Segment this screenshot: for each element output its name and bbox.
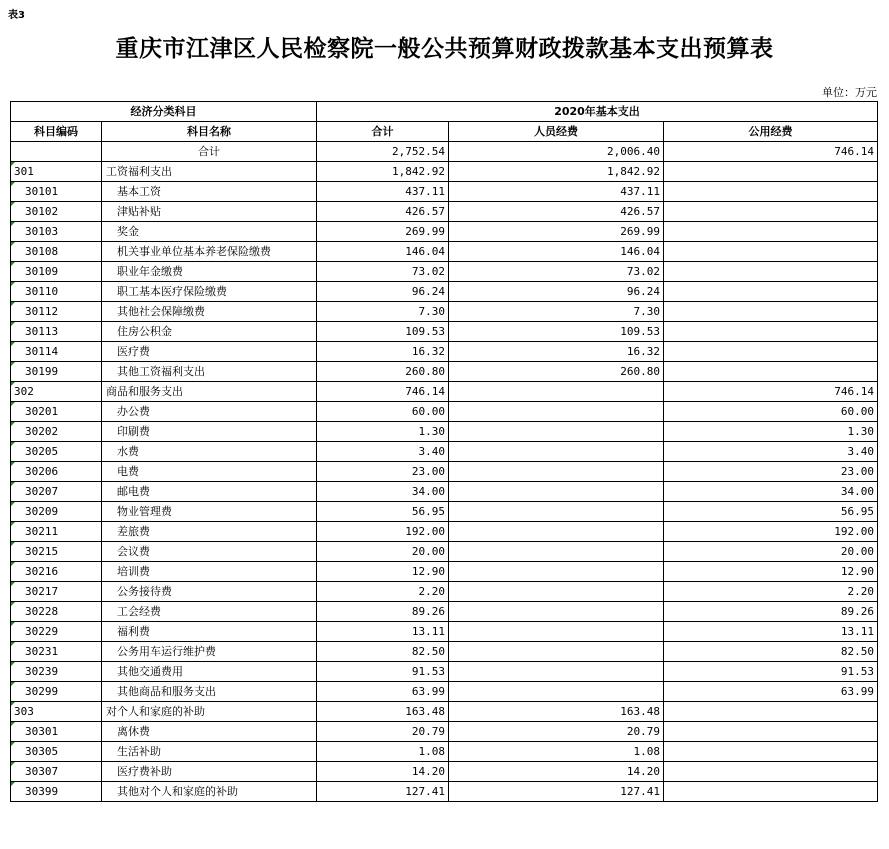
code-cell: 30211 [11,522,102,542]
code-cell: 30299 [11,682,102,702]
code-cell: 303 [11,702,102,722]
code-cell: 30109 [11,262,102,282]
name-cell: 其他工资福利支出 [102,362,317,382]
table-header [11,102,878,142]
code-cell: 30239 [11,662,102,682]
name-cell: 电费 [102,462,317,482]
public-cell [664,782,878,802]
public-cell: 63.99 [664,682,878,702]
name-cell: 离休费 [102,722,317,742]
code-cell: 30102 [11,202,102,222]
table-row [11,362,878,382]
total-row [11,142,878,162]
code-cell: 30399 [11,782,102,802]
personnel-cell: 16.32 [449,342,664,362]
header-group-row [11,102,878,122]
code-cell: 30231 [11,642,102,662]
code-cell: 30114 [11,342,102,362]
header-name: 科目名称 [102,122,317,142]
personnel-cell: 20.79 [449,722,664,742]
name-cell: 其他对个人和家庭的补助 [102,782,317,802]
public-cell: 12.90 [664,562,878,582]
total-cell: 91.53 [317,662,449,682]
total-cell: 89.26 [317,602,449,622]
total-cell: 746.14 [317,382,449,402]
header-public: 公用经费 [664,122,878,142]
table-row [11,462,878,482]
code-cell: 30307 [11,762,102,782]
name-cell: 公务接待费 [102,582,317,602]
personnel-cell: 73.02 [449,262,664,282]
code-cell: 301 [11,162,102,182]
code-cell: 30113 [11,322,102,342]
personnel-cell: 426.57 [449,202,664,222]
code-cell: 30207 [11,482,102,502]
name-cell: 对个人和家庭的补助 [102,702,317,722]
table-row [11,402,878,422]
table-row [11,482,878,502]
name-cell: 住房公积金 [102,322,317,342]
total-cell: 109.53 [317,322,449,342]
total-cell: 1.30 [317,422,449,442]
personnel-cell: 437.11 [449,182,664,202]
name-cell: 会议费 [102,542,317,562]
code-cell: 30217 [11,582,102,602]
personnel-cell [449,482,664,502]
personnel-cell: 127.41 [449,782,664,802]
public-cell [664,282,878,302]
table-row [11,722,878,742]
personnel-cell [449,562,664,582]
personnel-cell [449,582,664,602]
total-cell: 426.57 [317,202,449,222]
total-cell: 20.79 [317,722,449,742]
public-cell [664,302,878,322]
table-row [11,622,878,642]
personnel-cell: 260.80 [449,362,664,382]
table-row [11,542,878,562]
table-number: 表3 [8,10,25,21]
personnel-cell: 7.30 [449,302,664,322]
table-row [11,282,878,302]
total-total-cell: 2,752.54 [317,142,449,162]
category-row [11,162,878,182]
public-cell: 3.40 [664,442,878,462]
public-cell [664,762,878,782]
public-cell: 82.50 [664,642,878,662]
unit-label: 单位：万元 [822,86,877,99]
total-cell: 60.00 [317,402,449,422]
table-row [11,602,878,622]
table-row [11,242,878,262]
code-cell: 30305 [11,742,102,762]
total-cell: 192.00 [317,522,449,542]
code-cell: 30110 [11,282,102,302]
name-cell: 医疗费补助 [102,762,317,782]
code-cell: 30199 [11,362,102,382]
table-row [11,762,878,782]
public-cell: 192.00 [664,522,878,542]
total-cell: 20.00 [317,542,449,562]
public-cell [664,242,878,262]
name-cell: 职工基本医疗保险缴费 [102,282,317,302]
total-cell: 269.99 [317,222,449,242]
total-cell: 16.32 [317,342,449,362]
total-name-cell: 合计 [102,142,317,162]
name-cell: 物业管理费 [102,502,317,522]
name-cell: 办公费 [102,402,317,422]
category-row [11,702,878,722]
name-cell: 公务用车运行维护费 [102,642,317,662]
name-cell: 医疗费 [102,342,317,362]
personnel-cell: 96.24 [449,282,664,302]
code-cell: 30206 [11,462,102,482]
public-cell: 60.00 [664,402,878,422]
code-cell: 30103 [11,222,102,242]
personnel-cell [449,442,664,462]
total-cell: 73.02 [317,262,449,282]
table-row [11,262,878,282]
document-title: 重庆市江津区人民检察院一般公共预算财政拨款基本支出预算表 [115,35,774,62]
name-cell: 商品和服务支出 [102,382,317,402]
public-cell: 20.00 [664,542,878,562]
total-cell: 23.00 [317,462,449,482]
total-cell: 146.04 [317,242,449,262]
name-cell: 水费 [102,442,317,462]
name-cell: 奖金 [102,222,317,242]
public-cell [664,202,878,222]
personnel-cell [449,502,664,522]
name-cell: 机关事业单位基本养老保险缴费 [102,242,317,262]
category-row [11,382,878,402]
name-cell: 培训费 [102,562,317,582]
personnel-cell [449,422,664,442]
table-row [11,522,878,542]
public-cell [664,342,878,362]
total-cell: 1,842.92 [317,162,449,182]
public-cell [664,322,878,342]
name-cell: 其他社会保障缴费 [102,302,317,322]
table-row [11,442,878,462]
name-cell: 其他交通费用 [102,662,317,682]
table-row [11,302,878,322]
personnel-cell [449,462,664,482]
code-cell: 30301 [11,722,102,742]
total-cell: 437.11 [317,182,449,202]
name-cell: 其他商品和服务支出 [102,682,317,702]
public-cell: 89.26 [664,602,878,622]
personnel-cell [449,622,664,642]
table-row [11,582,878,602]
total-cell: 63.99 [317,682,449,702]
total-cell: 2.20 [317,582,449,602]
total-cell: 163.48 [317,702,449,722]
name-cell: 福利费 [102,622,317,642]
total-cell: 12.90 [317,562,449,582]
name-cell: 津贴补贴 [102,202,317,222]
public-cell: 2.20 [664,582,878,602]
table-row [11,742,878,762]
code-cell: 302 [11,382,102,402]
personnel-cell [449,522,664,542]
table-row [11,662,878,682]
total-cell: 13.11 [317,622,449,642]
public-cell [664,162,878,182]
table-row [11,782,878,802]
total-cell: 14.20 [317,762,449,782]
public-cell: 23.00 [664,462,878,482]
total-cell: 34.00 [317,482,449,502]
code-cell: 30209 [11,502,102,522]
header-column-row [11,122,878,142]
public-cell [664,742,878,762]
personnel-cell: 269.99 [449,222,664,242]
table-row [11,682,878,702]
public-cell [664,182,878,202]
name-cell: 工会经费 [102,602,317,622]
code-cell: 30205 [11,442,102,462]
total-cell: 3.40 [317,442,449,462]
header-basic-expenditure: 2020年基本支出 [317,102,878,122]
personnel-cell: 163.48 [449,702,664,722]
total-code-cell [11,142,102,162]
public-cell [664,262,878,282]
total-cell: 127.41 [317,782,449,802]
total-cell: 56.95 [317,502,449,522]
table-row [11,562,878,582]
total-personnel-cell: 2,006.40 [449,142,664,162]
personnel-cell [449,402,664,422]
total-public-cell: 746.14 [664,142,878,162]
personnel-cell [449,382,664,402]
public-cell: 746.14 [664,382,878,402]
table-row [11,422,878,442]
code-cell: 30202 [11,422,102,442]
code-cell: 30112 [11,302,102,322]
code-cell: 30201 [11,402,102,422]
total-cell: 1.08 [317,742,449,762]
table-row [11,202,878,222]
code-cell: 30108 [11,242,102,262]
header-code: 科目编码 [11,122,102,142]
header-personnel: 人员经费 [449,122,664,142]
header-total: 合计 [317,122,449,142]
personnel-cell: 109.53 [449,322,664,342]
name-cell: 印刷费 [102,422,317,442]
total-cell: 260.80 [317,362,449,382]
personnel-cell: 1,842.92 [449,162,664,182]
code-cell: 30229 [11,622,102,642]
table-row [11,342,878,362]
name-cell: 基本工资 [102,182,317,202]
total-cell: 7.30 [317,302,449,322]
personnel-cell [449,662,664,682]
public-cell: 13.11 [664,622,878,642]
code-cell: 30215 [11,542,102,562]
public-cell: 91.53 [664,662,878,682]
personnel-cell [449,682,664,702]
personnel-cell: 1.08 [449,742,664,762]
public-cell: 1.30 [664,422,878,442]
code-cell: 30216 [11,562,102,582]
budget-table [10,101,878,802]
public-cell: 56.95 [664,502,878,522]
personnel-cell [449,642,664,662]
public-cell [664,722,878,742]
table-row [11,222,878,242]
header-economic-category: 经济分类科目 [11,102,317,122]
public-cell: 34.00 [664,482,878,502]
table-row [11,182,878,202]
total-cell: 82.50 [317,642,449,662]
table-row [11,502,878,522]
personnel-cell [449,602,664,622]
total-cell: 96.24 [317,282,449,302]
name-cell: 职业年金缴费 [102,262,317,282]
public-cell [664,702,878,722]
table-row [11,322,878,342]
name-cell: 差旅费 [102,522,317,542]
personnel-cell [449,542,664,562]
name-cell: 生活补助 [102,742,317,762]
personnel-cell: 146.04 [449,242,664,262]
name-cell: 工资福利支出 [102,162,317,182]
table-body [11,142,878,802]
code-cell: 30101 [11,182,102,202]
code-cell: 30228 [11,602,102,622]
public-cell [664,362,878,382]
name-cell: 邮电费 [102,482,317,502]
personnel-cell: 14.20 [449,762,664,782]
public-cell [664,222,878,242]
table-row [11,642,878,662]
